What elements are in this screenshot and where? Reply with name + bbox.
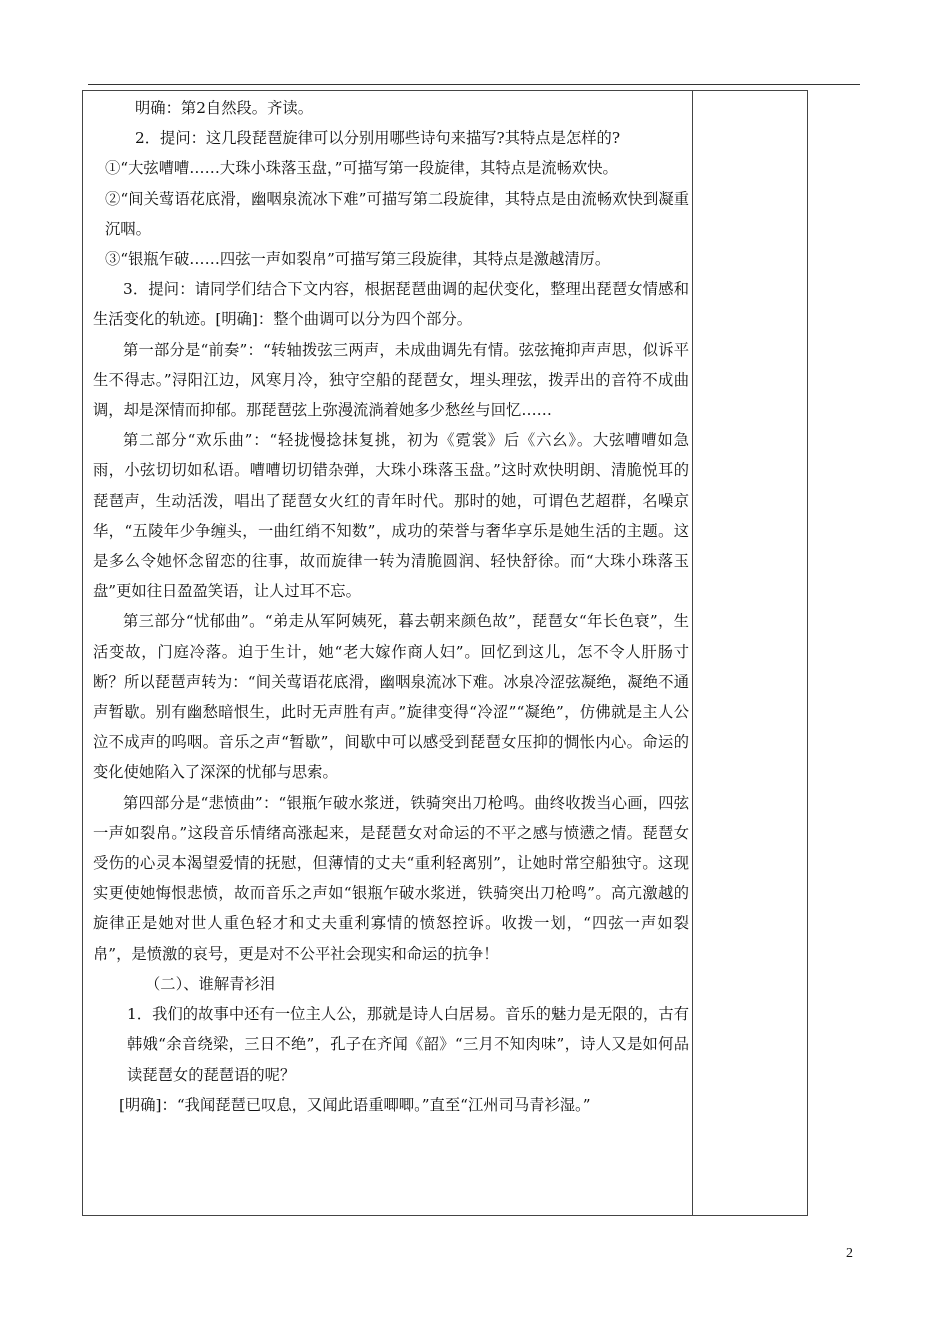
paragraph-melody-3: ③“银瓶乍破……四弦一声如裂帛”可描写第三段旋律，其特点是激越清厉。 xyxy=(105,250,611,269)
lesson-table xyxy=(82,90,808,1216)
paragraph-question-3: 3．提问：请同学们结合下文内容，根据琵琶曲调的起伏变化，整理出琵琶女情感和生活变化的轨迹。[明确]：整个曲调可以分为四个部分。 xyxy=(93,280,689,329)
paragraph-melody-2: ②“间关莺语花底滑，幽咽泉流冰下难”可描写第二段旋律，其特点是由流畅欢快到凝重沉咽。 xyxy=(105,189,689,238)
column-divider xyxy=(692,91,693,1215)
paragraph-question-2: 2．提问：这几段琵琶旋律可以分别用哪些诗句来描写?其特点是怎样的? xyxy=(135,129,621,148)
header-rule xyxy=(88,84,860,85)
paragraph-answer-4: [明确]：“我闻琵琶已叹息，又闻此语重唧唧。”直至“江州司马青衫湿。” xyxy=(119,1095,591,1114)
paragraph-part-1: 第一部分是“前奏”：“转轴拨弦三两声，未成曲调先有情。弦弦掩抑声声思，似诉平生不得志。”浔阳江边，风寒月冷，独守空船的琵琶女，埋头理弦，拨弄出的音符不成曲调，却是深情而抑郁。那琵琶弦上弥漫流淌着她多少愁丝与回忆…… xyxy=(93,340,689,420)
paragraph-part-2: 第二部分“欢乐曲”：“轻拢慢捻抹复挑，初为《霓裳》后《六幺》。大弦嘈嘈如急雨，小弦切切如私语。嘈嘈切切错杂弹，大珠小珠落玉盘。”这时欢快明朗、清脆悦耳的琵琶声，生动活泼，唱出了琵琶女火红的青年时代。那时的她，可谓色艺超群，名噪京华，“五陵年少争缠头，一曲红绡不知数”，成功的荣誉与奢华享乐是她生活的主题。这是多么令她怀念留恋的往事，故而旋律一转为清脆圆润、轻快舒徐。而“大珠小珠落玉盘”更如往日盈盈笑语，让人过耳不忘。 xyxy=(93,431,689,601)
lesson-content xyxy=(93,93,689,1120)
paragraph-part-3: 第三部分“忧郁曲”。“弟走从军阿姨死，暮去朝来颜色故”，琵琶女“年长色衰”，生活变故，门庭冷落。迫于生计，她“老大嫁作商人妇”。回忆到这儿，怎不令人肝肠寸断？所以琵琶声转为：“间关莺语花底滑，幽咽泉流冰下难。冰泉冷涩弦凝绝，凝绝不通声暂歇。别有幽愁暗恨生，此时无声胜有声。”旋律变得“冷涩”“凝绝”，仿佛就是主人公泣不成声的呜咽。音乐之声“暂歇”，间歇中可以感受到琵琶女压抑的惆怅内心。命运的变化使她陷入了深深的忧郁与思索。 xyxy=(93,612,689,782)
paragraph-part-4: 第四部分是“悲愤曲”：“银瓶乍破水浆迸，铁骑突出刀枪鸣。曲终收拨当心画，四弦一声如裂帛。”这段音乐情绪高涨起来，是琵琶女对命运的不平之感与愤懑之情。琵琶女受伤的心灵本渴望爱情的抚慰，但薄情的丈夫“重利轻离别”，让她时常空船独守。这现实更使她悔恨悲愤，故而音乐之声如“银瓶乍破水浆迸，铁骑突出刀枪鸣”。高亢激越的旋律正是她对世人重色轻才和丈夫重利寡情的愤怒控诉。收拨一划，“四弦一声如裂帛”，是愤激的哀号，更是对不公平社会现实和命运的抗争！ xyxy=(93,793,689,963)
paragraph-melody-1: ①“大弦嘈嘈……大珠小珠落玉盘，”可描写第一段旋律，其特点是流畅欢快。 xyxy=(105,159,618,178)
paragraph-question-4: 1．我们的故事中还有一位主人公，那就是诗人白居易。音乐的魅力是无限的，古有韩娥“余音绕梁，三日不绝”，孔子在齐闻《韶》“三月不知肉味”，诗人又是如何品读琵琶女的琵琶语的呢？ xyxy=(127,1005,689,1084)
paragraph-answer-1: 明确：第2自然段。齐读。 xyxy=(135,99,313,117)
page-number: 2 xyxy=(846,1246,853,1261)
section-heading: （二）、谁解青衫泪 xyxy=(145,974,276,993)
